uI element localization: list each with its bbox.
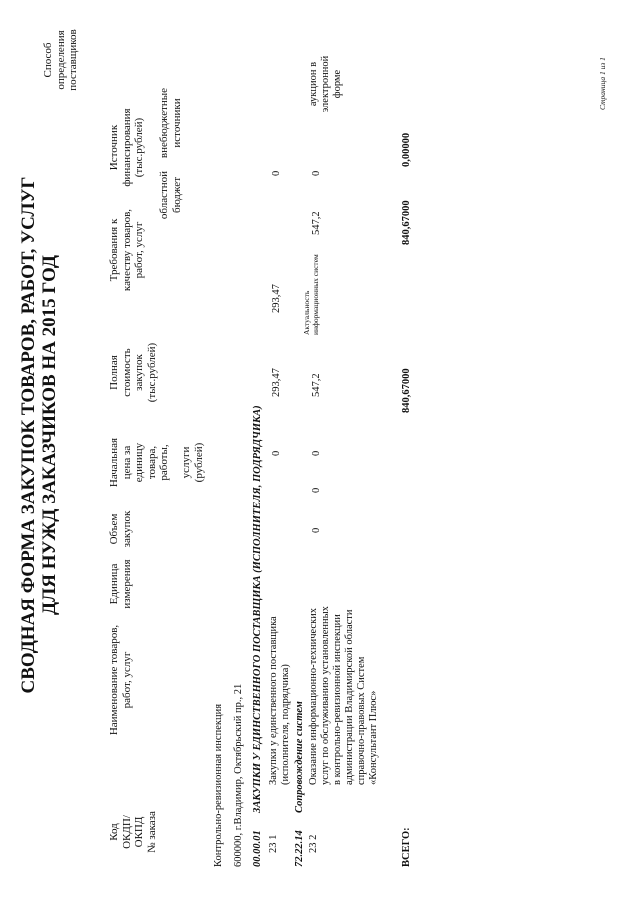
header-quality: Требования к качеству товаров, работ, услуг [108,208,145,292]
group-title: ЗАКУПКИ У ЕДИНСТВЕННОГО ПОСТАВЩИКА (ИСПОЛНИТЕЛЯ, ПОДРЯДЧИКА) [252,405,263,813]
header-total-cost: Полная стоимость закупок (тыс.рублей) [108,342,158,403]
row-number: 23 1 [268,834,279,853]
total-label: ВСЕГО: [401,827,412,867]
header-funding-offbudget: внебюджетные источники [158,87,183,159]
total-regional: 840,67000 [401,200,412,245]
row-unit-price: 0 [271,450,282,456]
total-cost: 840,67000 [401,368,412,413]
header-name: Наименование товаров, работ, услуг [108,624,133,736]
header-unit-price-tail: услуги (рублей) [180,442,205,483]
row-method: аукцион в электронной форме [308,55,343,113]
header-funding-regional: областной бюджет [158,170,183,220]
document-title [18,145,60,725]
row-offbudget: 0 [311,170,322,176]
group-code: 72.22.14 [294,830,305,867]
header-funding: Источник финансирования (тыс.рублей) [108,108,145,187]
customer-name: Контрольно-ревизионная инспекция [213,703,224,867]
row-total-cost: 547,2 [311,373,322,397]
row-offbudget: 0 [271,170,282,176]
group-title: Сопровождение систем [294,701,305,813]
title-line-2: ДЛЯ НУЖД ЗАКАЗЧИКОВ НА 2015 ГОД [39,255,60,615]
row-regional: 547,2 [311,211,322,235]
row-unit: 0 [311,527,322,533]
row-name: Оказание информационно-технических услуг по обслуживанию установленных в контрольно-ревизионной инспекции администрации Владимирской области справочно-правовых Систем «Консультант Плюс» [308,606,379,785]
page-number: Страница 1 из 1 [598,57,607,110]
header-code: Код ОКДП/ ОКПД № заказа [108,811,158,853]
row-quality: Актуальность информационных систем [302,254,320,335]
row-unit-price: 0 [311,450,322,456]
row-volume: 0 [311,487,322,493]
row-name: Закупки у единственного поставщика (исполнителя, подрядчика) [268,616,291,785]
row-regional: 293,47 [271,284,282,313]
header-method: Способ определения поставщиков [42,29,79,91]
header-unit-price: Начальная цена за единицу товара, работы, [108,437,170,488]
row-total-cost: 293,47 [271,368,282,397]
group-code: 00.00.01 [252,830,263,867]
row-number: 23 2 [308,834,319,853]
total-offbudget: 0,00000 [401,132,412,167]
header-volume: Объем закупок [108,510,133,548]
customer-address: 600000, г.Владимир, Октябрьский пр., 21 [233,683,244,867]
header-unit: Единица измерения [108,559,133,609]
title-line-1: СВОДНАЯ ФОРМА ЗАКУПОК ТОВАРОВ, РАБОТ, УСЛУГ [18,176,39,694]
